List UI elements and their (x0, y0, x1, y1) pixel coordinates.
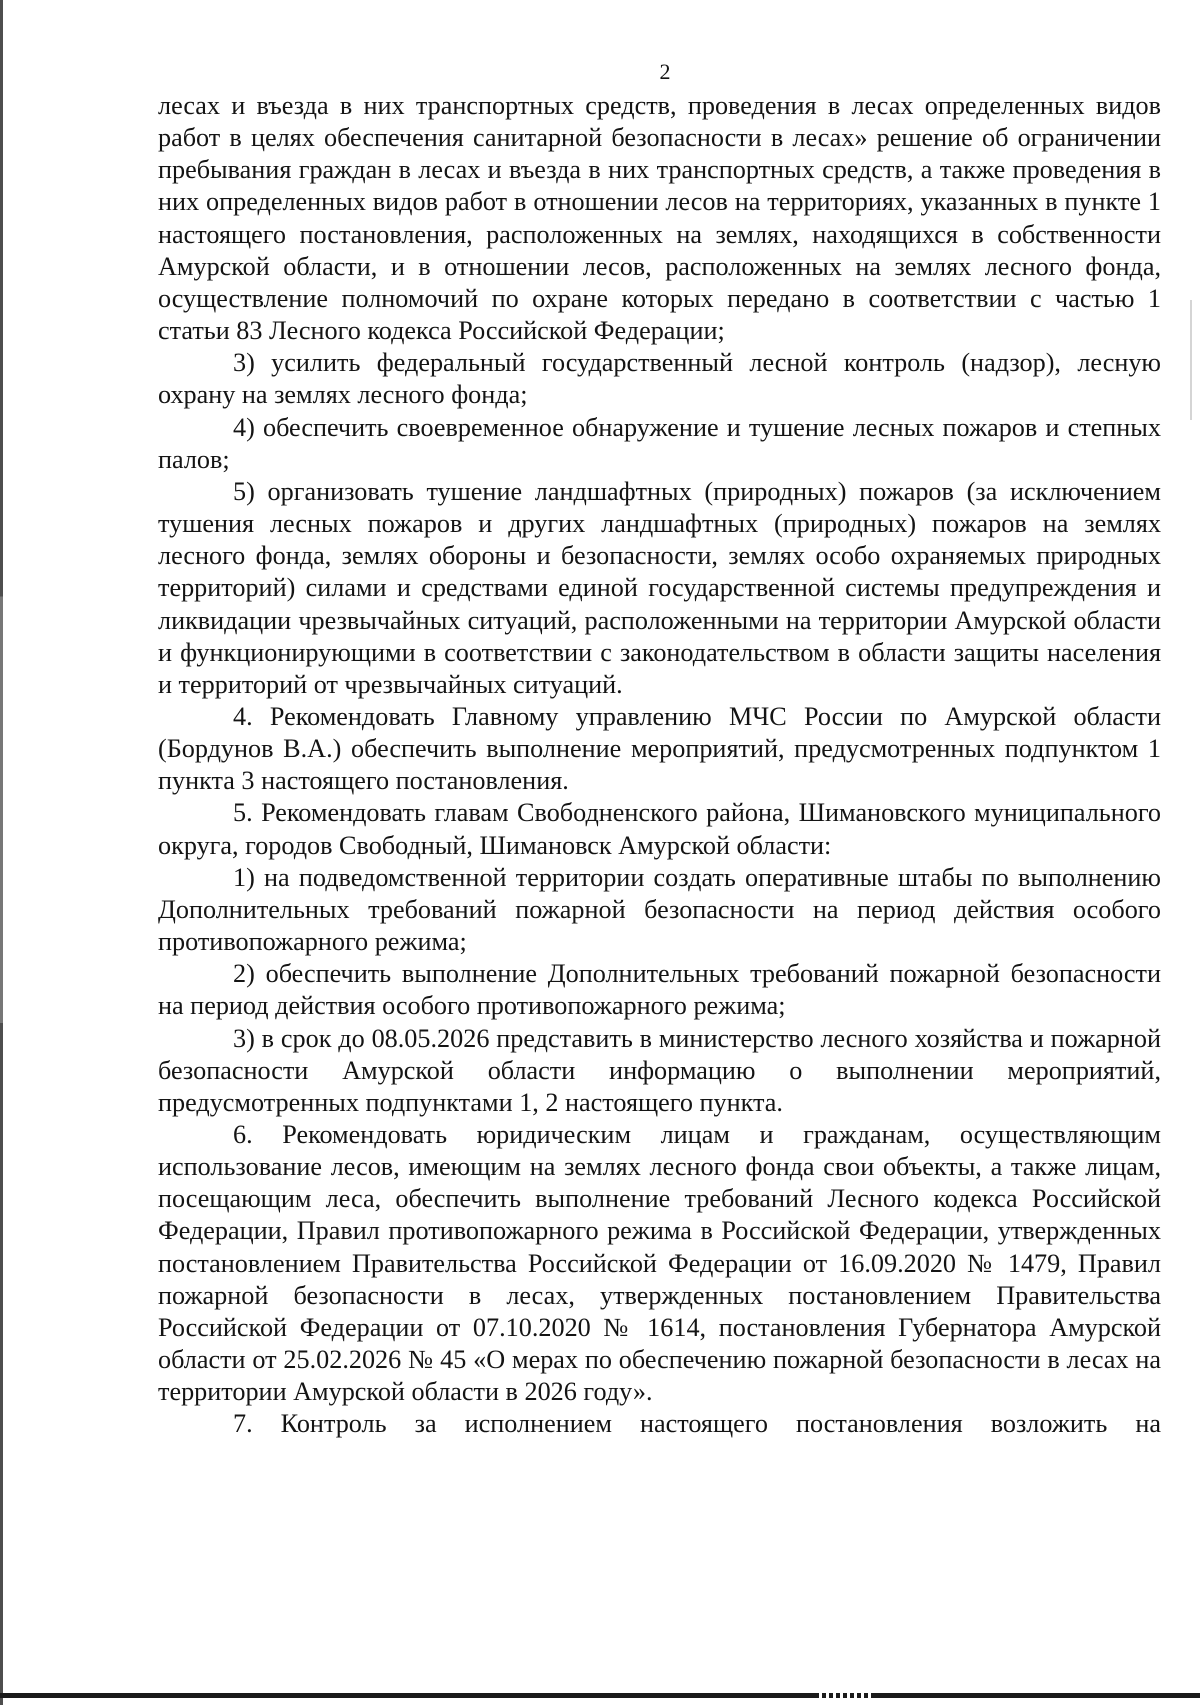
scan-bottom-edge-gap (815, 1693, 875, 1698)
paragraph-subitem-4: 4) обеспечить своевременное обнаружение и тушение лесных пожаров и степных палов; (158, 412, 1161, 474)
paragraph-item-5-subitem-3: 3) в срок до 08.05.2026 представить в министерство лесного хозяйства и пожарной безопасности Амурской области информацию о выполнении мероприятий, предусмотренных подпунктами 1, 2 настоящего пункта. (158, 1023, 1161, 1117)
scan-left-edge (0, 0, 3, 1705)
paragraph-item-5: 5. Рекомендовать главам Свободненского района, Шимановского муниципального округа, городов Свободный, Шимановск Амурской области: (158, 798, 1161, 860)
paragraph-item-4: 4. Рекомендовать Главному управлению МЧС России по Амурской области (Бордунов В.А.) обеспечить выполнение мероприятий, предусмотренных подпунктом 1 пункта 3 настоящего постановления. (158, 701, 1161, 796)
paragraph-item-5-subitem-2: 2) обеспечить выполнение Дополнительных требований пожарной безопасности на период действия особого противопожарного режима; (158, 959, 1161, 1021)
paragraph-subitem-5: 5) организовать тушение ландшафтных (природных) пожаров (за исключением тушения лесных пожаров и других ландшафтных (природных) пожаров на землях лесного фонда, землях обороны и безопасности, землях особо охраняемых природных территорий) силами и средствами единой государственной системы предупреждения и ликвидации чрезвычайных ситуаций, расположенными на территории Амурской области и функционирующими в соответствии с законодательством в области защиты населения и территорий от чрезвычайных ситуаций. (158, 476, 1161, 699)
paragraph-item-7: 7. Контроль за исполнением настоящего постановления возложить на (233, 1409, 1161, 1439)
scan-right-edge-mark (1190, 300, 1192, 420)
document-body (158, 90, 1161, 1441)
paragraph-continuation: лесах и въезда в них транспортных средств, проведения в лесах определенных видов работ в целях обеспечения санитарной безопасности в лесах» решение об ограничении пребывания граждан в лесах и въезда в них транспортных средств, а также проведения в них определенных видов работ в отношении лесов на территориях, указанных в пункте 1 настоящего постановления, расположенных на землях, находящихся в собственности Амурской области, и в отношении лесов, расположенных на землях лесного фонда, осуществление полномочий по охране которых передано в соответствии с частью 1 статьи 83 Лесного кодекса Российской Федерации; (158, 91, 1161, 346)
paragraph-subitem-3: 3) усилить федеральный государственный лесной контроль (надзор), лесную охрану на землях лесного фонда; (158, 348, 1161, 410)
page-number: 2 (659, 59, 671, 84)
scan-bottom-edge (0, 1693, 1200, 1698)
paragraph-item-5-subitem-1: 1) на подведомственной территории создать оперативные штабы по выполнению Дополнительных требований пожарной безопасности на период действия особого противопожарного режима; (158, 862, 1161, 957)
paragraph-item-6: 6. Рекомендовать юридическим лицам и гражданам, осуществляющим использование лесов, имеющим на землях лесного фонда свои объекты, а также лицам, посещающим леса, обеспечить выполнение требований Лесного кодекса Российской Федерации, Правил противопожарного режима в Российской Федерации, утвержденных постановлением Правительства Российской Федерации от 16.09.2020 № 1479, Правил пожарной безопасности в лесах, утвержденных постановлением Правительства Российской Федерации от 07.10.2020 № 1614, постановления Губернатора Амурской области от 25.02.2026 № 45 «О мерах по обеспечению пожарной безопасности в лесах на территории Амурской области в 2026 году». (158, 1120, 1161, 1407)
